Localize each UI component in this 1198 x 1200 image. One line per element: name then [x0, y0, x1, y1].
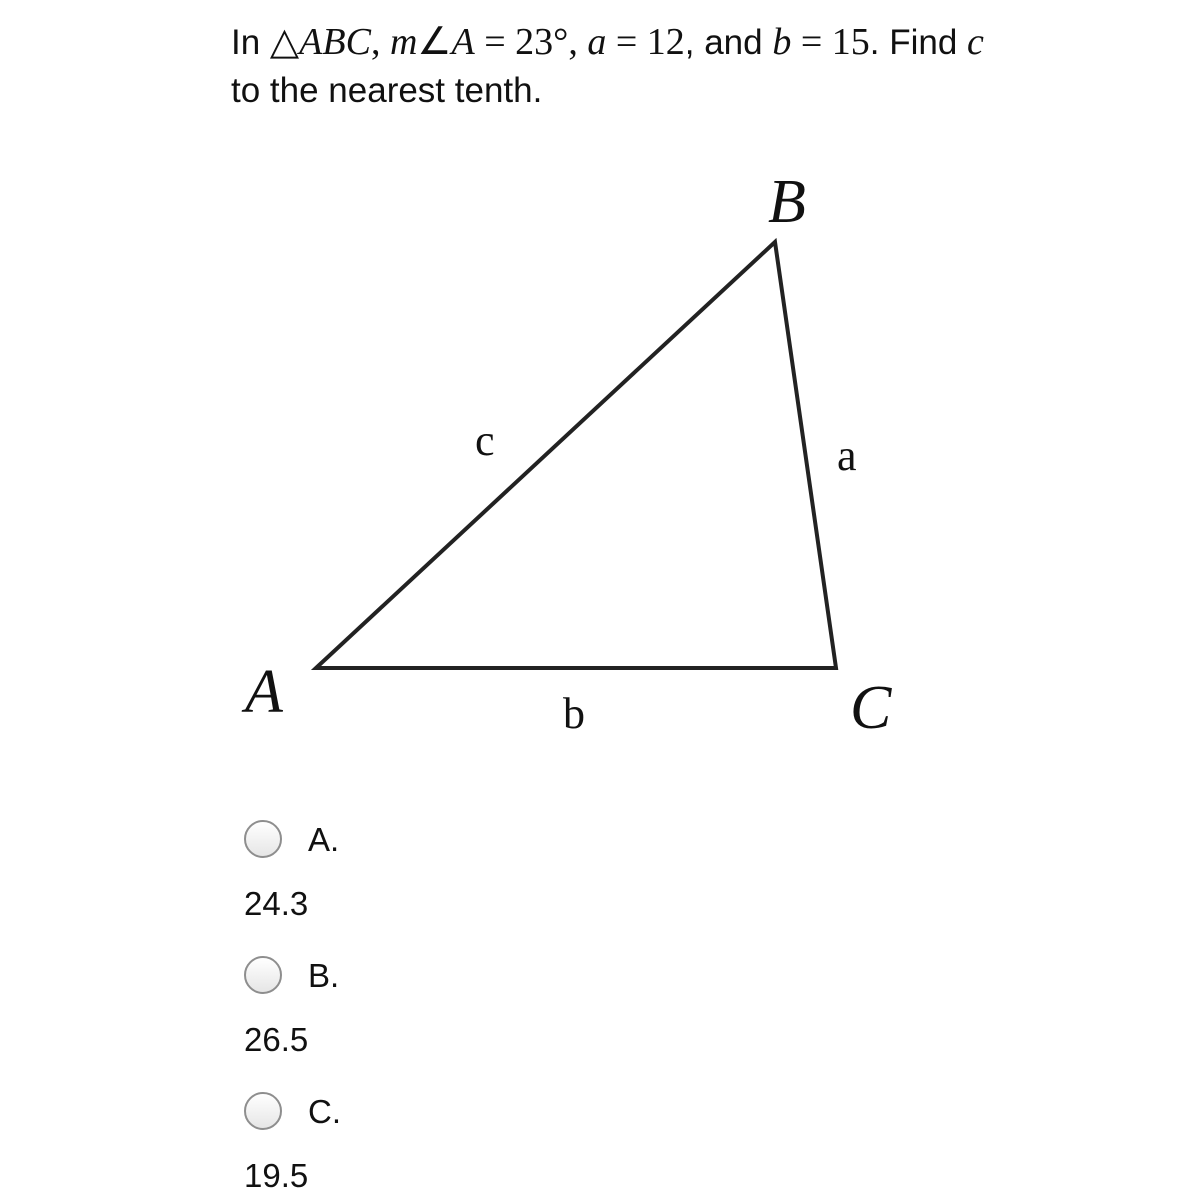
side-b-var: b: [772, 21, 792, 63]
vertex-label-b: B: [768, 168, 806, 236]
side-b-value: = 15: [791, 21, 870, 63]
choice-b-letter: B.: [308, 957, 340, 994]
comma-separator: ,: [370, 21, 390, 63]
triangle-symbol: △: [269, 21, 300, 63]
angle-value: = 23°,: [474, 21, 588, 63]
question-line-2: to the nearest tenth.: [231, 71, 543, 110]
side-a-var: a: [587, 21, 607, 63]
angle-vertex: A: [451, 21, 475, 63]
triangle-expression: [270, 21, 685, 63]
choice-c-radio[interactable]: [244, 1092, 282, 1130]
choice-a-letter: A.: [308, 821, 340, 858]
choice-c-value: 19.5: [244, 1157, 309, 1194]
question-line-1: [231, 18, 1171, 67]
triangle-shape: [316, 242, 836, 668]
choice-a-value: 24.3: [244, 885, 309, 922]
angle-measure-m: m: [389, 21, 418, 63]
side-a-value: = 12: [606, 21, 685, 63]
find-text: . Find: [869, 23, 968, 62]
choice-c-letter: C.: [308, 1093, 341, 1130]
question-prefix: In: [231, 23, 270, 62]
side-label-c: c: [475, 416, 495, 465]
and-text: , and: [684, 23, 773, 62]
question-text: [231, 18, 1171, 115]
side-b-expression: [772, 21, 869, 63]
side-label-a: a: [837, 431, 857, 480]
triangle-name: ABC: [299, 21, 371, 63]
vertex-label-a: A: [245, 658, 283, 726]
find-var: c: [967, 21, 984, 63]
angle-symbol: ∠: [417, 21, 452, 63]
side-label-b: b: [563, 689, 585, 738]
choice-a-radio[interactable]: [244, 820, 282, 858]
choice-b-radio[interactable]: [244, 956, 282, 994]
vertex-label-c: C: [850, 674, 892, 742]
choice-b-value: 26.5: [244, 1021, 309, 1058]
